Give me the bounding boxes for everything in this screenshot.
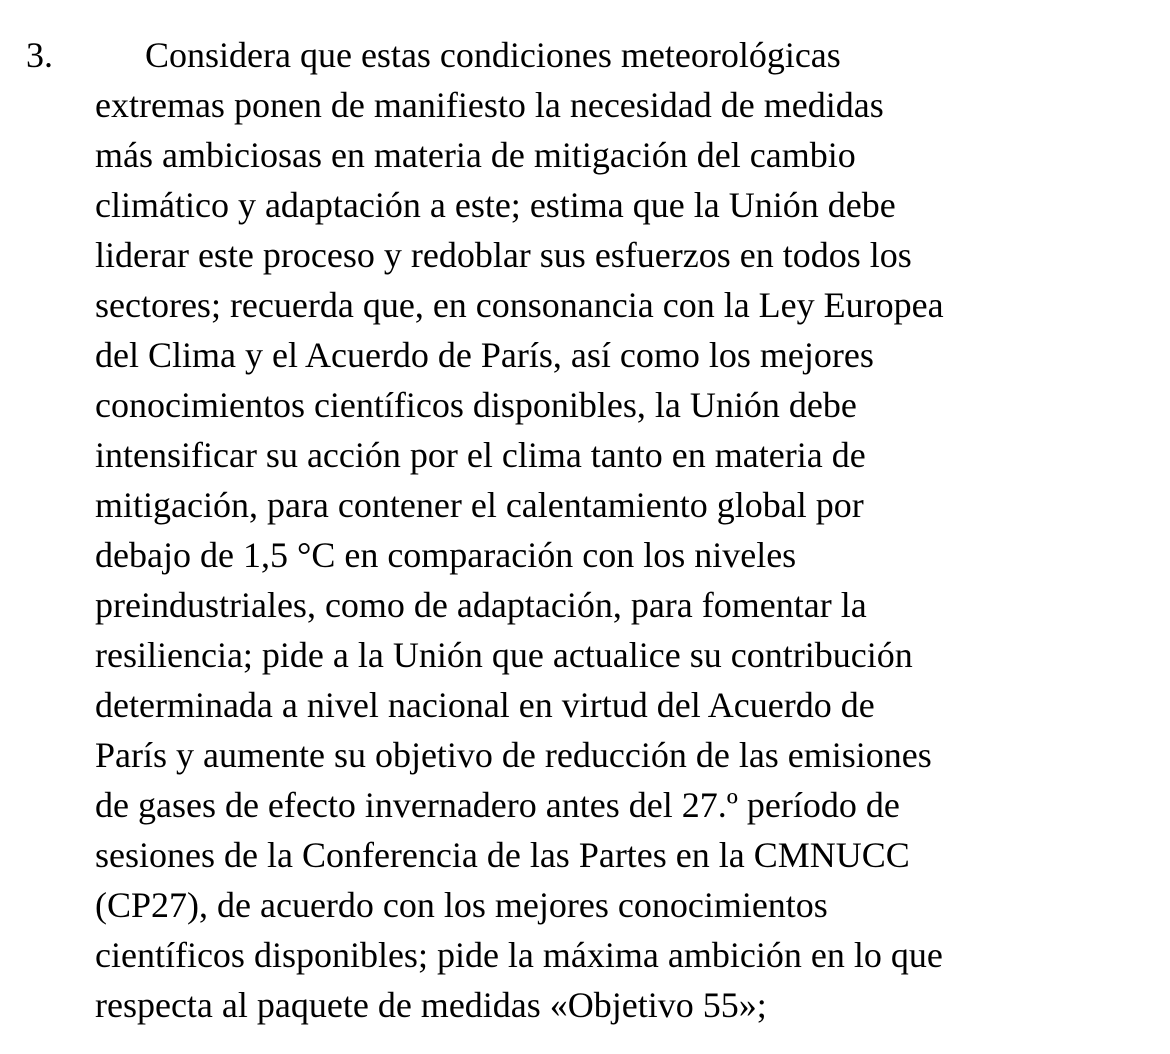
paragraph-line: más ambiciosas en materia de mitigación del cambio xyxy=(95,135,856,175)
paragraph-line: conocimientos científicos disponibles, la Unión debe xyxy=(95,385,857,425)
paragraph-line: del Clima y el Acuerdo de París, así como los mejores xyxy=(95,335,874,375)
paragraph-line: preindustriales, como de adaptación, para fomentar la xyxy=(95,585,867,625)
paragraph-line: extremas ponen de manifiesto la necesidad de medidas xyxy=(95,85,884,125)
paragraph-line: respecta al paquete de medidas «Objetivo 55»; xyxy=(95,985,767,1025)
paragraph-line: intensificar su acción por el clima tanto en materia de xyxy=(95,435,866,475)
paragraph-line: climático y adaptación a este; estima que la Unión debe xyxy=(95,185,896,225)
paragraph-line: liderar este proceso y redoblar sus esfuerzos en todos los xyxy=(95,235,912,275)
paragraph-line: (CP27), de acuerdo con los mejores conocimientos xyxy=(95,885,828,925)
paragraph-line: determinada a nivel nacional en virtud del Acuerdo de xyxy=(95,685,875,725)
paragraph-line: París y aumente su objetivo de reducción de las emisiones xyxy=(95,735,932,775)
paragraph-line: resiliencia; pide a la Unión que actualice su contribución xyxy=(95,635,913,675)
paragraph-line: sectores; recuerda que, en consonancia con la Ley Europea xyxy=(95,285,944,325)
paragraph-line: mitigación, para contener el calentamiento global por xyxy=(95,485,864,525)
paragraph-line: sesiones de la Conferencia de las Partes en la CMNUCC xyxy=(95,835,910,875)
paragraph-number: 3. xyxy=(26,35,53,75)
paragraph-line: científicos disponibles; pide la máxima ambición en lo que xyxy=(95,935,943,975)
paragraph-line: de gases de efecto invernadero antes del 27.º período de xyxy=(95,785,900,825)
paragraph-line: Considera que estas condiciones meteorológicas xyxy=(145,35,841,75)
paragraph-line: debajo de 1,5 °C en comparación con los niveles xyxy=(95,535,797,575)
